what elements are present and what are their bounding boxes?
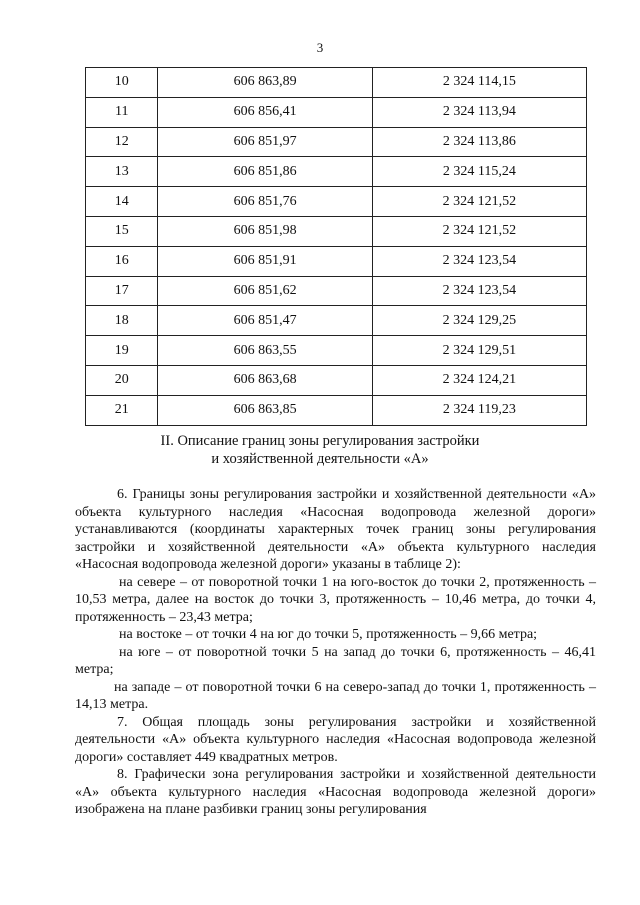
point-number-cell: 11 <box>86 97 158 127</box>
x-coordinate-cell: 606 851,97 <box>158 127 372 157</box>
section-title-line-2: и хозяйственной деятельности «А» <box>211 451 429 467</box>
y-coordinate-cell: 2 324 121,52 <box>372 187 586 217</box>
point-number-cell: 17 <box>86 276 158 306</box>
table-row <box>86 306 587 336</box>
point-number-cell: 20 <box>86 365 158 395</box>
boundary-west: на западе – от поворотной точки 6 на северо-запад до точки 1, протяженность – 14,13 метра. <box>75 679 596 712</box>
y-coordinate-cell: 2 324 119,23 <box>372 395 586 425</box>
x-coordinate-cell: 606 851,47 <box>158 306 372 336</box>
x-coordinate-cell: 606 856,41 <box>158 97 372 127</box>
section-title <box>0 432 640 468</box>
point-number-cell: 13 <box>86 157 158 187</box>
point-number-cell: 15 <box>86 216 158 246</box>
point-number-cell: 10 <box>86 68 158 98</box>
page-number: 3 <box>316 40 324 55</box>
y-coordinate-cell: 2 324 113,86 <box>372 127 586 157</box>
x-coordinate-cell: 606 863,85 <box>158 395 372 425</box>
y-coordinate-cell: 2 324 129,25 <box>372 306 586 336</box>
section-title-line-1: II. Описание границ зоны регулирования застройки <box>160 433 480 449</box>
table-row <box>86 127 587 157</box>
body-text <box>75 486 596 819</box>
x-coordinate-cell: 606 863,89 <box>158 68 372 98</box>
coordinates-table <box>85 67 587 426</box>
y-coordinate-cell: 2 324 123,54 <box>372 276 586 306</box>
x-coordinate-cell: 606 851,76 <box>158 187 372 217</box>
x-coordinate-cell: 606 863,68 <box>158 365 372 395</box>
x-coordinate-cell: 606 851,98 <box>158 216 372 246</box>
point-number-cell: 14 <box>86 187 158 217</box>
boundary-south: на юге – от поворотной точки 5 на запад до точки 6, протяженность – 46,41 метра; <box>75 644 596 677</box>
table-row <box>86 365 587 395</box>
boundary-east: на востоке – от точки 4 на юг до точки 5, протяженность – 9,66 метра; <box>119 627 538 642</box>
point-number-cell: 16 <box>86 246 158 276</box>
table-row <box>86 336 587 366</box>
table-row <box>86 157 587 187</box>
table-row <box>86 246 587 276</box>
paragraph-8: 8. Графически зона регулирования застройки и хозяйственной деятельности «А» объекта культурного наследия «Насосная водопровода железной дороги» изображена на плане разбивки границ зоны регулирования <box>75 767 596 817</box>
paragraph-6: 6. Границы зоны регулирования застройки и хозяйственной деятельности «А» объекта культурного наследия «Насосная водопровода железной дороги» устанавливаются (координаты характерных точек границ зоны регулирования застройки и хозяйственной деятельности «А» объекта культурного наследия «Насосная водопровода железной дороги» указаны в таблице 2): <box>75 487 596 572</box>
y-coordinate-cell: 2 324 123,54 <box>372 246 586 276</box>
table-row <box>86 68 587 98</box>
y-coordinate-cell: 2 324 124,21 <box>372 365 586 395</box>
boundary-north: на севере – от поворотной точки 1 на юго-восток до точки 2, протяженность – 10,53 метра, далее на восток до точки 3, протяженность – 10,46 метра, до точки 4, протяженность – 23,43 метра; <box>75 574 596 625</box>
y-coordinate-cell: 2 324 113,94 <box>372 97 586 127</box>
x-coordinate-cell: 606 863,55 <box>158 336 372 366</box>
x-coordinate-cell: 606 851,86 <box>158 157 372 187</box>
y-coordinate-cell: 2 324 115,24 <box>372 157 586 187</box>
point-number-cell: 19 <box>86 336 158 366</box>
table-row <box>86 395 587 425</box>
table-row <box>86 276 587 306</box>
y-coordinate-cell: 2 324 114,15 <box>372 68 586 98</box>
paragraph-7: 7. Общая площадь зоны регулирования застройки и хозяйственной деятельности «А» объекта культурного наследия «Насосная водопровода железной дороги» составляет 449 квадратных метров. <box>75 714 596 765</box>
x-coordinate-cell: 606 851,62 <box>158 276 372 306</box>
point-number-cell: 12 <box>86 127 158 157</box>
point-number-cell: 21 <box>86 395 158 425</box>
y-coordinate-cell: 2 324 121,52 <box>372 216 586 246</box>
table-row <box>86 216 587 246</box>
table-row <box>86 187 587 217</box>
y-coordinate-cell: 2 324 129,51 <box>372 336 586 366</box>
table-row <box>86 97 587 127</box>
point-number-cell: 18 <box>86 306 158 336</box>
x-coordinate-cell: 606 851,91 <box>158 246 372 276</box>
